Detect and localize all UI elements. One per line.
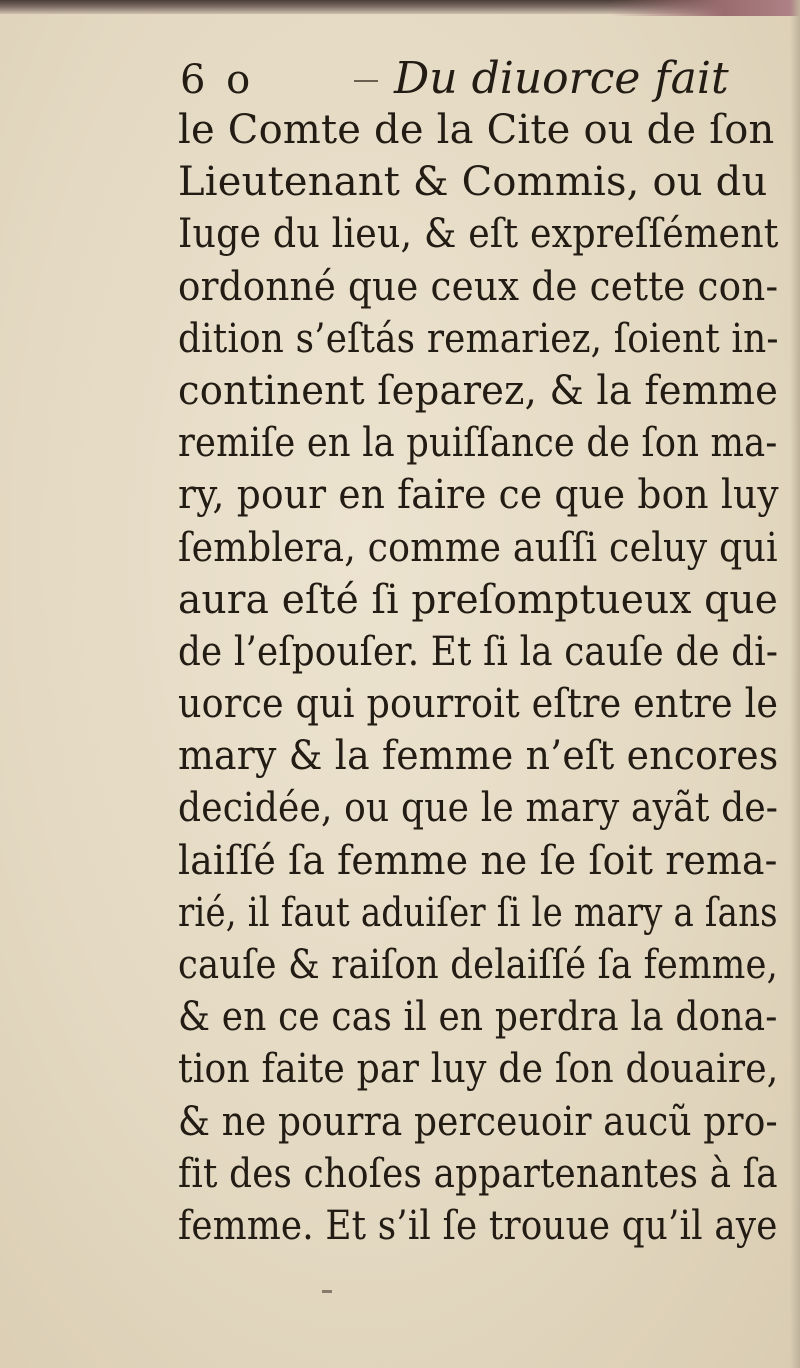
text-line: laiſſé ſa femme ne ſe ſoit rema- <box>178 837 778 884</box>
text-line: Lieutenant & Commis, ou du <box>178 159 768 206</box>
text-line: le Comte de la Cite ou de ſon <box>178 107 775 153</box>
text-line: tion faite par luy de ſon douaire, <box>178 1046 779 1093</box>
text-line: dition s’eſtás remariez, ſoient in- <box>178 315 779 362</box>
page-top-edge-accent <box>610 0 800 16</box>
text-line: mary & la femme n’eſt encores <box>178 733 779 780</box>
text-line: & ne pourra perceuoir aucũ pro- <box>178 1098 778 1145</box>
running-title: Du diuorce fait <box>394 53 729 104</box>
text-line: cauſe & raiſon delaiſſé ſa femme, <box>178 942 779 988</box>
running-title-dash <box>354 80 378 82</box>
text-line: ry, pour en faire ce que bon luy <box>178 472 779 519</box>
text-line: aura eſté ſi preſomptueux que <box>178 576 778 623</box>
text-line: decidée, ou que le mary ayãt de- <box>178 785 779 832</box>
text-line: de l’eſpouſer. Et ſi la cauſe de di- <box>178 628 779 675</box>
text-line: fit des choſes appartenantes à ſa <box>178 1150 778 1197</box>
text-line: ordonné que ceux de cette con- <box>178 263 779 310</box>
text-line: remiſe en la puiſſance de ſon ma- <box>178 420 778 467</box>
text-line: uorce qui pourroit eſtre entre le <box>178 681 779 728</box>
text-line: continent ſeparez, & la femme <box>178 367 779 414</box>
text-line: rié, il faut aduiſer ſi le mary a ſans <box>178 889 778 936</box>
body-text <box>178 104 778 1252</box>
text-line: Iuge du lieu, & eſt expreſſément <box>178 211 779 258</box>
page-number: 6 o <box>180 57 255 103</box>
catchword-mark <box>322 1290 332 1293</box>
text-line: femme. Et s’il ſe trouue qu’il aye <box>178 1202 778 1249</box>
page-right-edge <box>790 0 800 1368</box>
text-line: & en ce cas il en perdra la dona- <box>178 994 778 1041</box>
text-line: ſemblera, comme auſſi celuy qui <box>178 524 778 571</box>
